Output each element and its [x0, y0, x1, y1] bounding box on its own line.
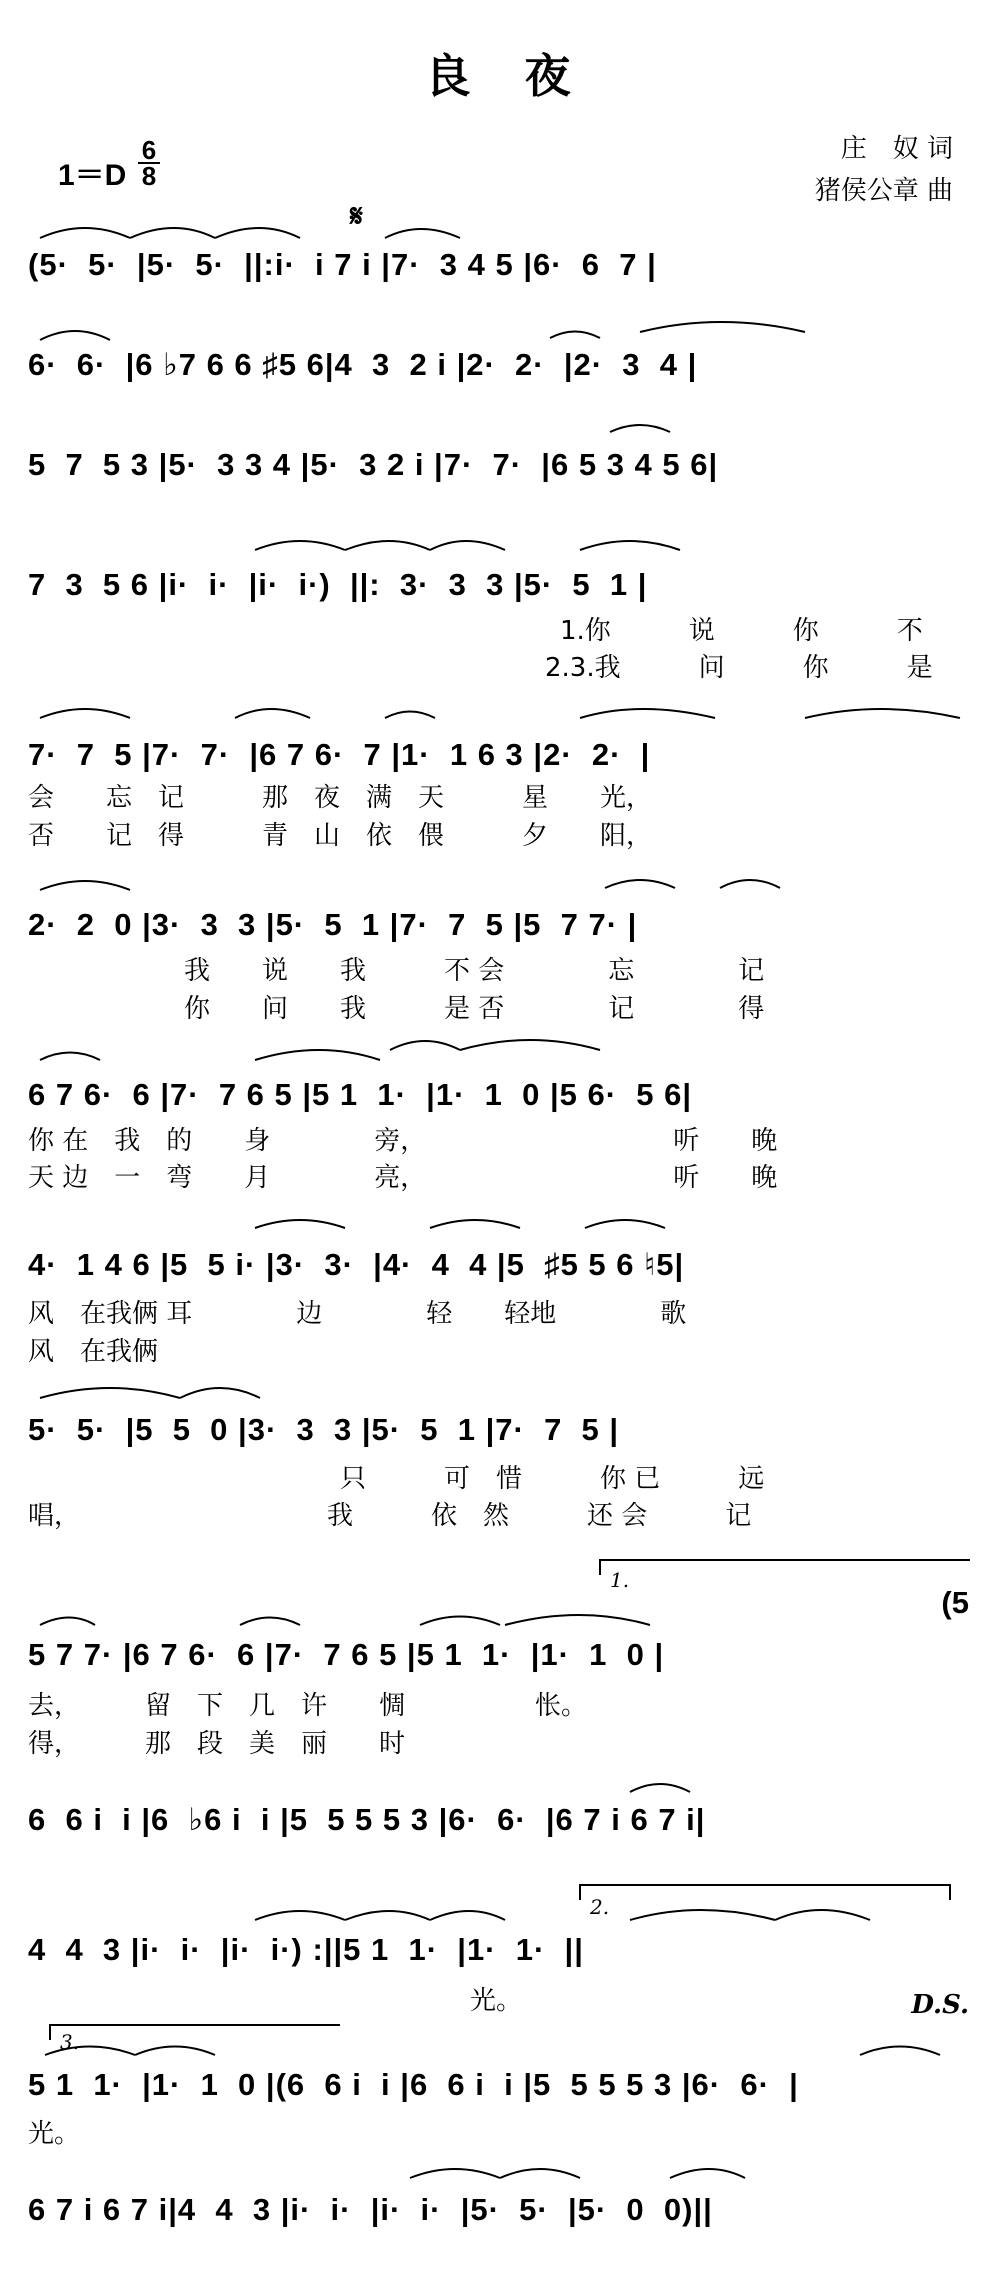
segno-sign: 𝄋	[350, 200, 363, 233]
system-6-lyrics-1: 我 说 我 不 会 忘 记	[28, 956, 765, 986]
system-10-lyrics-1: 去， 留 下 几 许 惆 怅。	[28, 1691, 588, 1721]
time-signature	[138, 135, 160, 191]
system-5-lyrics-2: 否 记 得 青 山 依 偎 夕 阳，	[28, 821, 653, 851]
system-9: 5· 5· |5 5 0 |3· 3 3 |5· 5 1 |7· 7 5 |	[28, 1412, 620, 1447]
system-12: 4 4 3 |i· i· |i· i·) :||5 1 1· |1· 1· ||	[28, 1932, 584, 1967]
system-4-lyrics-1: 1.你 说 你 不	[560, 616, 923, 646]
lyricist-credit: 庄 奴 词	[840, 134, 953, 164]
system-6-lyrics-2: 你 问 我 是 否 记 得	[28, 994, 765, 1024]
time-numerator: 6	[141, 135, 157, 165]
time-denominator: 8	[138, 162, 160, 188]
system-9-lyrics-1: 只 可 惜 你 已 远	[28, 1464, 765, 1494]
composer-credit: 猪侯公章 曲	[814, 176, 953, 206]
system-1: (5· 5· |5· 5· ||:i· i 7 i |7· 3 4 5 |6· 6 7 |	[28, 247, 657, 282]
system-10-lyrics-2: 得， 那 段 美 丽 时	[28, 1729, 406, 1759]
system-14: 6 7 i 6 7 i|4 4 3 |i· i· |i· i· |5· 5· |5· 0 0)||	[28, 2192, 713, 2227]
system-13-lyrics-1: 光。	[28, 2119, 81, 2149]
first-ending-pickup: (5	[941, 1585, 969, 1620]
system-7: 6 7 6· 6 |7· 7 6 5 |5 1 1· |1· 1 0 |5 6· 5 6|	[28, 1077, 693, 1112]
system-8-lyrics-2: 风 在我俩	[28, 1337, 159, 1367]
system-9-lyrics-2: 唱， 我 依 然 还 会 记	[28, 1501, 752, 1531]
system-8-lyrics-1: 风 在我俩 耳 边 轻 轻地 歌	[28, 1299, 687, 1329]
key-signature: 1＝D	[58, 159, 127, 192]
system-10: 5 7 7· |6 7 6· 6 |7· 7 6 5 |5 1 1· |1· 1 0 |	[28, 1637, 665, 1672]
ds-marking: D.S.	[911, 1990, 969, 2020]
system-4-lyrics-2: 2.3.我 问 你 是	[545, 653, 933, 683]
system-3: 5 7 5 3 |5· 3 3 4 |5· 3 2 i |7· 7· |6 5 3 4 5 6|	[28, 447, 719, 482]
system-11: 6 6 i i |6 ♭6 i i |5 5 5 5 3 |6· 6· |6 7 i 6 7 i|	[28, 1802, 706, 1837]
volta-2-label: 2.	[590, 1895, 610, 1919]
system-7-lyrics-2: 天 边 一 弯 月 亮， 听 晚	[28, 1163, 778, 1193]
system-5-lyrics-1: 会 忘 记 那 夜 满 天 星 光，	[28, 783, 653, 813]
system-4: 7 3 5 6 |i· i· |i· i·) ||: 3· 3 3 |5· 5 1 |	[28, 567, 648, 602]
volta-1-label: 1.	[610, 1568, 630, 1592]
system-6: 2· 2 0 |3· 3 3 |5· 5 1 |7· 7 5 |5 7 7· |	[28, 907, 638, 942]
song-title: 良 夜	[424, 49, 575, 103]
system-13: 5 1 1· |1· 1 0 |(6 6 i i |6 6 i i |5 5 5 5 3 |6· 6· |	[28, 2067, 799, 2102]
system-2: 6· 6· |6 ♭7 6 6 ♯5 6|4 3 2 i |2· 2· |2· 3 4 |	[28, 347, 698, 382]
system-12-lyrics-1: 光。	[28, 1986, 523, 2016]
system-7-lyrics-1: 你 在 我 的 身 旁， 听 晚	[28, 1126, 778, 1156]
system-5: 7· 7 5 |7· 7· |6 7 6· 7 |1· 1 6 3 |2· 2· |	[28, 737, 651, 772]
system-8: 4· 1 4 6 |5 5 i· |3· 3· |4· 4 4 |5 ♯5 5 6 ♮5|	[28, 1247, 685, 1282]
volta-3-label: 3.	[60, 2030, 80, 2054]
